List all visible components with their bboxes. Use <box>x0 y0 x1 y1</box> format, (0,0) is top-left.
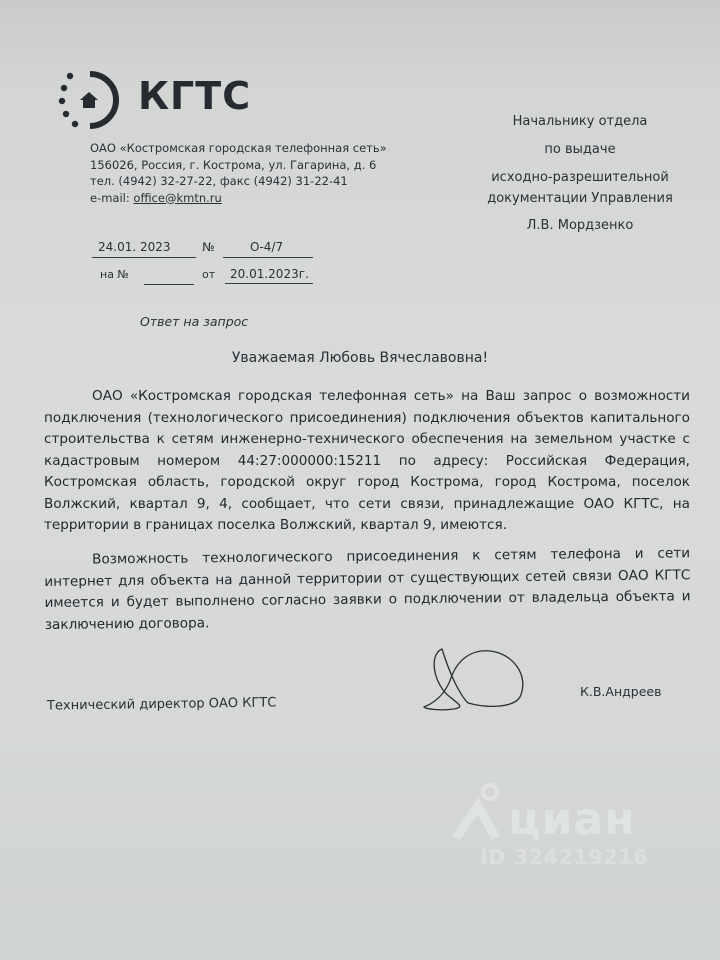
greeting: Уважаемая Любовь Вячеславовна! <box>231 350 489 366</box>
watermark-brand: циан <box>508 794 636 845</box>
recipient-line: документации Управления <box>487 191 673 206</box>
paragraph-2-text: Возможность технологического присоединения к сетям телефона и сети интернет для объекта на данной территории от существующих сетей связи ОАО КГТС имеется и будет выполнено согласно заявки о подключении от владельца объекта и заключению договора. <box>44 545 691 633</box>
ref-number-underline <box>144 284 194 285</box>
recipient-line: по выдаче <box>544 142 616 157</box>
number-underline <box>223 257 313 258</box>
watermark-id: ID 324219216 <box>480 845 649 869</box>
ref-number-label: на № <box>100 268 129 281</box>
cian-house-icon <box>450 780 508 844</box>
outgoing-number: О-4/7 <box>250 240 284 254</box>
number-label: № <box>202 240 215 254</box>
ref-date: 20.01.2023г. <box>230 267 309 281</box>
subject-line: Ответ на запрос <box>140 314 249 329</box>
recipient-name: Л.В. Мордзенко <box>526 218 634 233</box>
ref-date-underline <box>225 283 313 284</box>
email-link[interactable]: office@kmtn.ru <box>133 190 222 205</box>
sender-org: ОАО «Костромская городская телефонная сеть» <box>90 141 387 155</box>
body-paragraph-1 <box>44 386 690 537</box>
logo-text: КГТС <box>138 74 252 118</box>
paragraph-1-text: ОАО «Костромская городская телефонная сеть» на Ваш запрос о возможности подключения (технологического присоединения) подключения объектов капитального строительства к сетям инженерно-технического обеспечения на земельном участке с кадастровым номером 44:27:000000:15211 по адресу: Российская Федерация, Костромская область, городской округ город Кострома, город Кострома, поселок Волжский, квартал 9, 4, сообщает, что сети связи, принадлежащие ОАО КГТС, на территории в границах поселка Волжский, квартал 9, имеются. <box>44 388 690 533</box>
recipient-line: исходно-разрешительной <box>491 170 669 185</box>
sender-email-row <box>90 190 387 207</box>
email-label: e-mail: <box>90 190 134 205</box>
signatory-title: Технический директор ОАО КГТС <box>46 695 277 714</box>
body-paragraph-2 <box>44 543 691 636</box>
company-logo <box>58 70 258 130</box>
from-label: от <box>202 268 216 281</box>
cian-watermark <box>450 780 680 880</box>
date-underline <box>92 257 196 258</box>
handwritten-signature-icon <box>420 645 560 715</box>
signatory-name: К.В.Андреев <box>580 684 662 699</box>
sender-block <box>90 140 387 206</box>
outgoing-date: 24.01. 2023 <box>98 240 171 254</box>
sender-address: 156026, Россия, г. Кострома, ул. Гагарина, д. 6 <box>90 157 377 172</box>
house-dots-logo-icon <box>58 70 128 130</box>
sender-phones: тел. (4942) 32-27-22, факс (4942) 31-22-41 <box>90 174 348 188</box>
recipient-line: Начальнику отдела <box>512 114 648 129</box>
